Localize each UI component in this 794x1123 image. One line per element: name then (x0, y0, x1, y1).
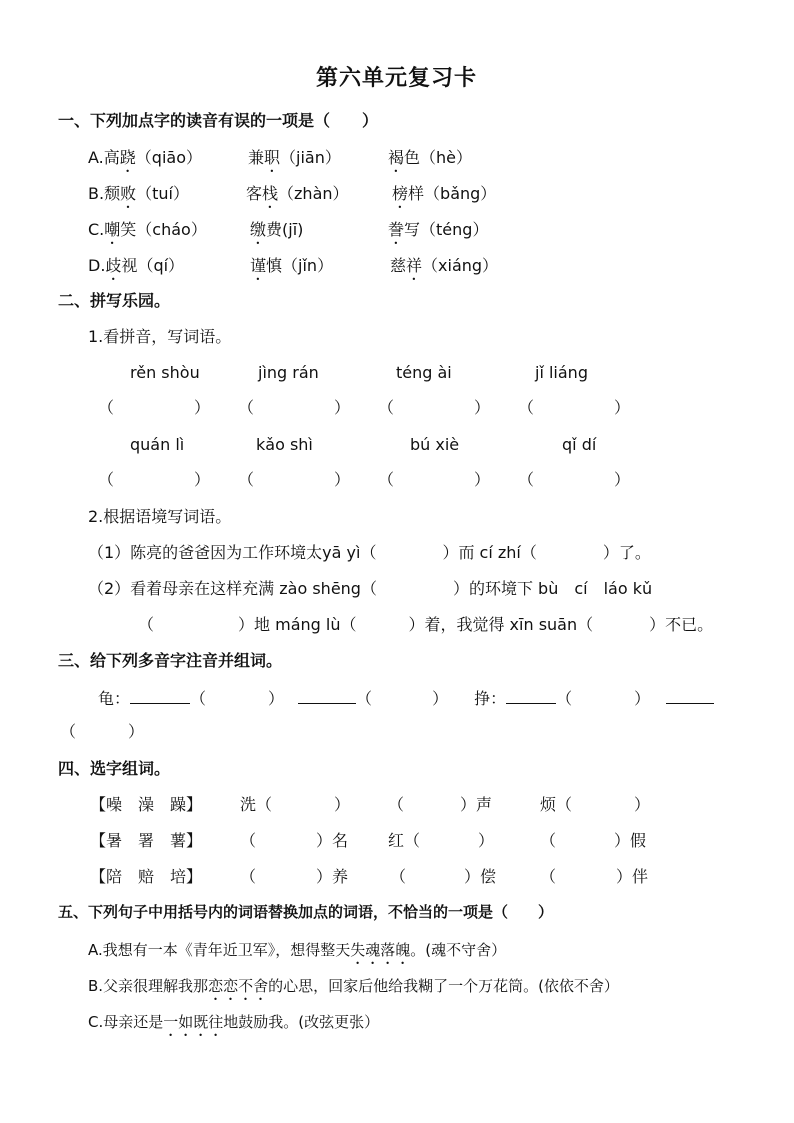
q3-row-wrap: （ ） (60, 722, 145, 741)
q4-item-1c: 烦（ ） (540, 795, 651, 814)
page-title: 第六单元复习卡 (316, 66, 478, 91)
q4-heading: 四、选字组词。 (58, 759, 171, 778)
answer-box-5[interactable]: （ ） (98, 470, 211, 489)
q2-sentence-1: （1）陈亮的爸爸因为工作环境太yā yì（ ）而 cí zhí（ ）了。 (88, 543, 651, 562)
q2-sub1: 1.看拼音，写词语。 (88, 327, 232, 346)
pinyin-4: jǐ liáng (535, 363, 588, 382)
q1-option-c-word2: 缴费(jī) (250, 220, 304, 239)
q2-sentence-3: （ ）地 máng lù（ ）着，我觉得 xīn suān（ ）不已。 (138, 615, 714, 634)
q5-option-b: B.父亲很理解我那恋恋不舍的心思，回家后他给我糊了一个万花筒。(依依不舍） (88, 977, 619, 995)
q4-item-2c: （ ）假 (540, 831, 647, 850)
q4-item-1a: 洗（ ） (240, 795, 351, 814)
answer-box-7[interactable]: （ ） (378, 470, 491, 489)
q4-group-2: 【暑 署 薯】 (90, 831, 203, 850)
q4-item-2b: 红（ ） (388, 831, 495, 850)
q4-item-3b: （ ）偿 (390, 867, 497, 886)
pinyin-3: téng ài (396, 363, 452, 382)
q1-option-d: D.歧视（qí） (88, 256, 185, 275)
pinyin-1: rěn shòu (130, 363, 200, 382)
q4-group-3: 【陪 赔 培】 (90, 867, 203, 886)
q2-sentence-2: （2）看着母亲在这样充满 zào shēng（ ）的环境下 bù cí láo kǔ (88, 579, 653, 598)
q1-option-d-word2: 谨慎（jǐn） (250, 256, 334, 275)
q1-option-b-word2: 客栈（zhàn） (246, 184, 349, 203)
answer-box-1[interactable]: （ ） (98, 398, 211, 417)
q1-option-d-word3: 慈祥（xiáng） (390, 256, 499, 275)
q4-item-3c: （ ）伴 (540, 867, 649, 886)
q4-item-1b: （ ）声 (388, 795, 493, 814)
pinyin-8: qǐ dí (562, 435, 597, 454)
q4-item-2a: （ ）名 (240, 831, 349, 850)
q2-sub2: 2.根据语境写词语。 (88, 507, 232, 526)
q1-option-a: A.高跷（qiāo） (88, 148, 202, 167)
pinyin-2: jìng rán (258, 363, 319, 382)
pinyin-6: kǎo shì (256, 435, 313, 454)
q5-heading: 五、下列句子中用括号内的词语替换加点的词语，不恰当的一项是（ ） (58, 903, 554, 921)
q4-item-3a: （ ）养 (240, 867, 349, 886)
q1-option-c-word3: 誊写（téng） (388, 220, 489, 239)
q1-option-b-word3: 榜样（bǎng） (392, 184, 497, 203)
pinyin-5: quán lì (130, 435, 185, 454)
q5-option-a: A.我想有一本《青年近卫军》，想得整天失魂落魄。(魂不守舍） (88, 941, 507, 959)
answer-box-3[interactable]: （ ） (378, 398, 491, 417)
answer-box-4[interactable]: （ ） (518, 398, 631, 417)
q1-option-b: B.颓败（tuí） (88, 184, 189, 203)
q2-heading: 二、拼写乐园。 (58, 291, 171, 310)
q1-option-a-word3: 褐色（hè） (388, 148, 473, 167)
q1-option-c: C.嘲笑（cháo） (88, 220, 207, 239)
q3-row: 龟： （ ） （ ） 挣： （ ） (98, 689, 714, 707)
answer-box-6[interactable]: （ ） (238, 470, 351, 489)
answer-box-8[interactable]: （ ） (518, 470, 631, 489)
q1-option-a-word2: 兼职（jiān） (248, 148, 341, 167)
q4-group-1: 【噪 澡 躁】 (90, 795, 203, 814)
q1-heading: 一、下列加点字的读音有误的一项是（ ） (58, 111, 379, 130)
q3-heading: 三、给下列多音字注音并组词。 (58, 651, 283, 670)
q5-option-c: C.母亲还是一如既往地鼓励我。(改弦更张） (88, 1013, 380, 1031)
answer-box-2[interactable]: （ ） (238, 398, 351, 417)
pinyin-7: bú xiè (410, 435, 460, 454)
